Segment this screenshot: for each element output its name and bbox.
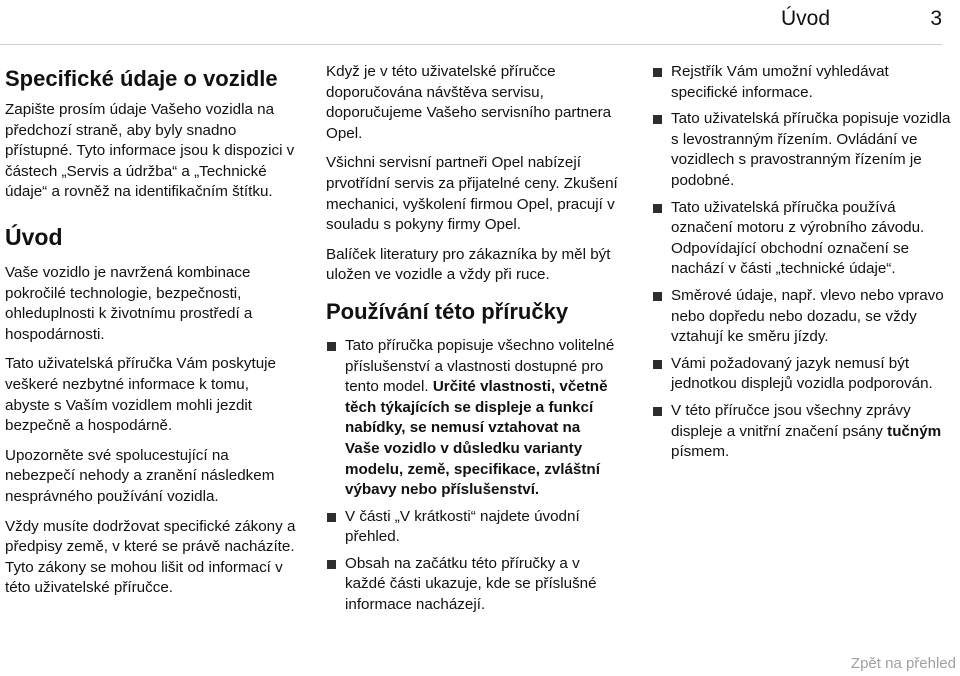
list-item-bold-text: tučným [887,422,942,440]
list-item-text: Tato uživatelská příručka popisuje vozidla s levostranným řízením. Ovládání ve vozidlech s pravostranným řízením je podobné. [671,110,951,189]
header-title: Úvod [780,7,830,30]
list-item [652,401,952,463]
list-item-text: V této příručce jsou všechny zprávy displeje a vnitřní značení psány [671,401,911,440]
paragraph: Tato uživatelská příručka Vám poskytuje veškeré nezbytné informace k tomu, abyste s Vaším vozidlem mohli jezdit bezpečně a hospodárně. [5,355,276,435]
list-item-text: Obsah na začátku této příručky a v každé části ukazuje, kde se příslušné informace nacházejí. [345,554,597,614]
square-bullet-icon [653,292,662,301]
heading-intro: Úvod [5,223,63,250]
list-item-text: Směrové údaje, např. vlevo nebo vpravo nebo dopředu nebo dozadu, se vždy vztahují ke směru jízdy. [671,286,944,346]
square-bullet-icon [653,68,662,77]
list-item-text: Vámi požadovaný jazyk nemusí být jednotkou displejů vozidla podporován. [671,354,933,393]
list-item-text: Tato příručka popisuje všechno volitelné příslušenství a vlastnosti dostupné pro tento model. [345,336,615,396]
list-item-text: Tato uživatelská příručka používá označení motoru z výrobního závodu. Odpovídající obchodní označení se nachází v části „technické údaje“. [671,198,925,278]
list-item [652,286,952,348]
list-item [326,554,618,616]
column-left [5,62,297,608]
square-bullet-icon [653,204,662,213]
paragraph: Vaše vozidlo je navržená kombinace pokročilé technologie, bezpečnosti, ohleduplnosti k životnímu prostředí a hospodárnosti. [5,263,253,343]
column-right [652,62,952,469]
square-bullet-icon [653,115,662,124]
paragraph-specific-data: Zapište prosím údaje Vašeho vozidla na předchozí straně, aby byly snadno přístupné. Tyto informace jsou k dispozici v částech „Servis a údržba“ a „Technické údaje“ a rovněž na identifikačním štítku. [5,101,295,201]
back-to-overview-link[interactable]: Zpět na přehled [850,655,956,672]
paragraph: Balíček literatury pro zákazníka by měl být uložen ve vozidle a vždy při ruce. [326,245,611,284]
header-divider [0,44,942,45]
square-bullet-icon [327,560,336,569]
list-item [652,354,952,395]
paragraph: Upozorněte své spolucestující na nebezpečí nehody a zranění následkem nesprávného používání vozidla. [5,446,275,505]
usage-bullet-list-continued [652,62,952,463]
list-item-bold-text: Určité vlastnosti, včetně těch týkajících se displeje a funkcí nabídky, se nemusí vztahovat na Vaše vozidlo v důsledku varianty modelu, země, specifikace, zvláštní výbavy nebo příslušenství. [345,378,608,499]
square-bullet-icon [327,342,336,351]
usage-bullet-list [326,336,618,616]
list-item-text: V části „V krátkosti“ najdete úvodní přehled. [345,507,580,546]
list-item [652,198,952,280]
list-item [326,507,618,548]
list-item-text-end: písmem. [671,443,730,461]
paragraph: Když je v této uživatelské příručce doporučována návštěva servisu, doporučujeme Vašeho servisního partnera Opel. [326,63,612,142]
page-number: 3 [930,7,942,30]
paragraph: Všichni servisní partneři Opel nabízejí prvotřídní servis za přijatelné ceny. Zkušení mechanici, vyškolení firmou Opel, pracují v souladu s pokyny firmy Opel. [326,154,618,234]
list-item [326,336,618,501]
square-bullet-icon [327,513,336,522]
heading-usage: Používání této příručky [326,298,569,324]
square-bullet-icon [653,360,662,369]
list-item [652,109,952,191]
list-item [652,62,952,103]
square-bullet-icon [653,407,662,416]
list-item-text: Rejstřík Vám umožní vyhledávat specifické informace. [671,63,889,101]
heading-specific-data: Specifické údaje o vozidle [5,66,278,91]
column-middle [326,62,618,622]
paragraph: Vždy musíte dodržovat specifické zákony a předpisy země, v které se právě nacházíte. Tyto zákony se mohou lišit od informací v této uživatelské příručce. [5,517,296,597]
